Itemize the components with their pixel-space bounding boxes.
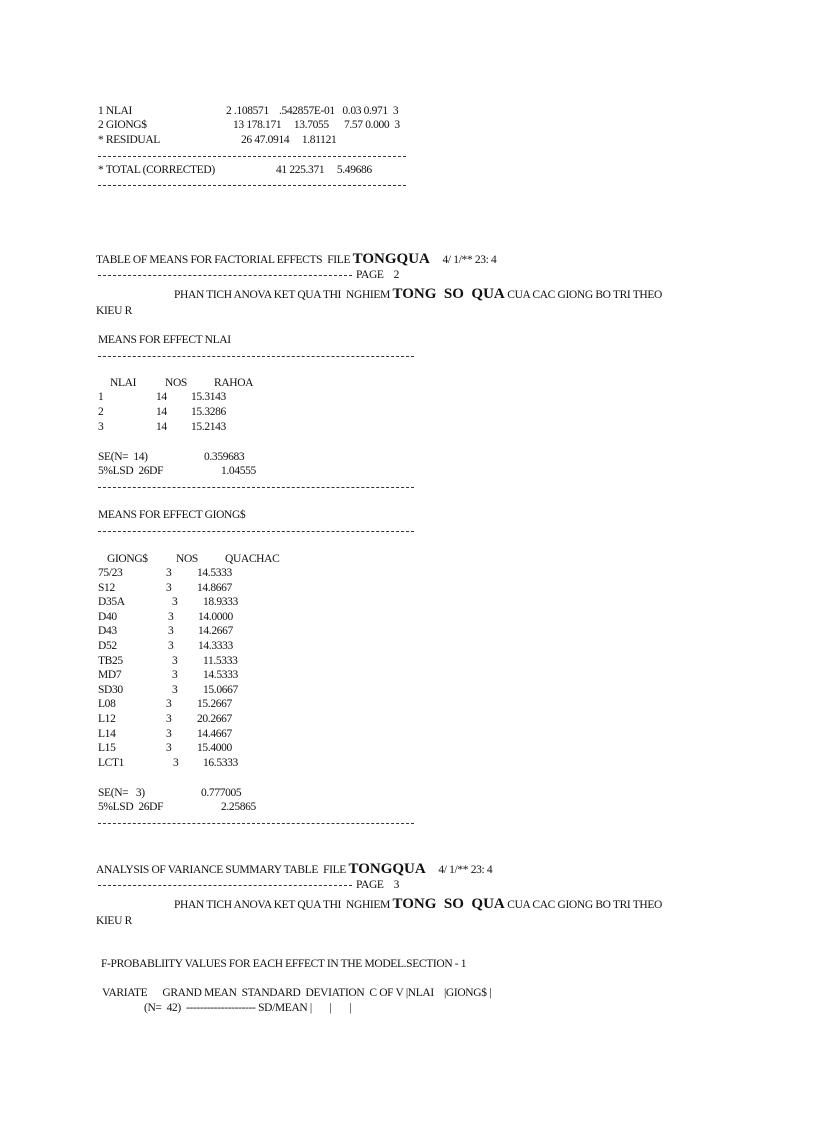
giong-cell-value: 18.9333 — [203, 596, 238, 609]
giong-lsd-label: 5%LSD 26DF — [98, 801, 164, 813]
giong-cell-factor: SD30 — [98, 683, 123, 696]
nlai-cell-value: 15.2143 — [191, 421, 226, 433]
giong-cell-factor: MD7 — [98, 669, 122, 682]
giong-cell-value: 15.0667 — [203, 683, 238, 696]
summary-title-prefix: ANALYSIS OF VARIANCE SUMMARY TABLE FILE — [96, 864, 349, 876]
nlai-lsd-label: 5%LSD 26DF — [98, 465, 164, 477]
means-title — [96, 252, 496, 267]
divider-line — [98, 185, 406, 186]
divider-line — [98, 531, 414, 532]
divider-line — [98, 356, 414, 357]
nlai-cell-factor: 1 — [98, 391, 104, 403]
giong-header-value: QUACHAC — [225, 553, 280, 565]
giong-cell-nos: 3 — [166, 698, 172, 711]
giong-cell-factor: TB25 — [98, 654, 123, 667]
divider-line — [98, 885, 352, 886]
giong-cell-factor: S12 — [98, 581, 115, 594]
giong-cell-value: 11.5333 — [203, 654, 238, 667]
giong-cell-factor: D35A — [98, 596, 125, 609]
means-subtitle-suffix: CUA CAC GIONG BO TRI THEO — [504, 289, 662, 301]
nlai-cell-nos: 14 — [156, 391, 167, 403]
nlai-cell-value: 15.3143 — [191, 391, 226, 403]
giong-cell-value: 15.4000 — [197, 742, 232, 755]
giong-cell-nos: 3 — [166, 713, 172, 725]
giong-cell-nos: 3 — [168, 610, 174, 623]
summary-subtitle-bold: TONG SO QUA — [392, 896, 505, 912]
giong-cell-factor: 75/23 — [98, 567, 123, 579]
nlai-cell-value: 15.3286 — [191, 406, 226, 418]
giong-se-label: SE(N= 3) — [98, 787, 145, 799]
giong-cell-factor: LCT1 — [98, 756, 125, 769]
summary-subtitle — [174, 897, 662, 912]
giong-cell-factor: D40 — [98, 610, 117, 623]
nlai-lsd-value: 1.04555 — [221, 465, 256, 477]
giong-cell-factor: D43 — [98, 625, 117, 638]
giong-cell-nos: 3 — [172, 654, 178, 667]
divider-line — [98, 487, 414, 488]
means-title-prefix: TABLE OF MEANS FOR FACTORIAL EFFECTS FILE — [96, 254, 353, 266]
anova-total-label: * TOTAL (CORRECTED) — [98, 164, 215, 176]
giong-cell-factor: L15 — [98, 742, 116, 755]
divider-line — [98, 275, 352, 276]
nlai-cell-nos: 14 — [156, 421, 167, 433]
giong-cell-value: 14.4667 — [197, 727, 232, 740]
nlai-se-value: 0.359683 — [204, 451, 245, 463]
giong-cell-value: 15.2667 — [197, 698, 232, 711]
means-subtitle-wrap: KIEU R — [96, 305, 132, 317]
giong-cell-nos: 3 — [166, 581, 172, 594]
giong-cell-value: 14.0000 — [198, 610, 233, 623]
anova-row-giong-values: 13 178.171 13.7055 7.57 0.000 3 — [233, 119, 400, 131]
nlai-se-label: SE(N= 14) — [98, 451, 148, 463]
giong-lsd-value: 2.25865 — [221, 801, 256, 813]
giong-se-value: 0.777005 — [201, 787, 242, 799]
giong-cell-value: 14.5333 — [203, 669, 238, 682]
giong-header-nos: NOS — [176, 553, 198, 565]
nlai-header-value: RAHOA — [214, 377, 254, 389]
giong-cell-value: 20.2667 — [197, 713, 232, 725]
giong-header-factor: GIONG$ — [107, 553, 148, 565]
giong-cell-value: 14.3333 — [198, 640, 233, 652]
giong-heading: MEANS FOR EFFECT GIONG$ — [98, 509, 246, 521]
variate-header: VARIATE GRAND MEAN STANDARD DEVIATION C OF V |NLAI |GIONG$ | — [102, 987, 492, 999]
giong-cell-value: 14.5333 — [197, 567, 232, 579]
anova-row-nlai-label: 1 NLAI — [98, 105, 132, 117]
divider-line — [98, 823, 414, 824]
anova-row-nlai-values: 2 .108571 .542857E-01 0.03 0.971 3 — [226, 105, 399, 117]
giong-cell-factor: L12 — [98, 713, 116, 725]
variate-subheader: (N= 42) -------------------- SD/MEAN | | | — [144, 1002, 352, 1014]
nlai-header-nos: NOS — [165, 377, 187, 389]
summary-title-date: 4/ 1/** 23: 4 — [438, 864, 493, 876]
anova-row-residual-label: * RESIDUAL — [98, 134, 160, 146]
giong-cell-value: 14.8667 — [197, 581, 232, 594]
divider-line — [98, 156, 406, 157]
means-page-number: PAGE 2 — [356, 269, 400, 281]
nlai-cell-factor: 2 — [98, 406, 104, 418]
summary-title-file: TONGQUA — [348, 861, 426, 877]
means-subtitle-prefix: PHAN TICH ANOVA KET QUA THI NGHIEM — [174, 289, 393, 301]
giong-cell-nos: 3 — [166, 727, 172, 740]
giong-cell-nos: 3 — [168, 625, 174, 638]
nlai-cell-factor: 3 — [98, 421, 104, 433]
giong-cell-value: 16.5333 — [203, 756, 238, 769]
giong-cell-factor: L14 — [98, 727, 116, 740]
giong-cell-nos: 3 — [173, 756, 179, 769]
giong-cell-nos: 3 — [166, 742, 172, 755]
means-subtitle-bold: TONG SO QUA — [392, 286, 505, 302]
summary-title — [96, 862, 492, 877]
giong-cell-nos: 3 — [172, 683, 178, 696]
giong-cell-nos: 3 — [168, 640, 174, 652]
giong-cell-factor: D52 — [98, 640, 117, 652]
anova-row-residual-values: 26 47.0914 1.81121 — [241, 134, 337, 146]
fprob-line: F-PROBABLIITY VALUES FOR EACH EFFECT IN THE MODEL.SECTION - 1 — [101, 958, 467, 970]
means-title-date: 4/ 1/** 23: 4 — [442, 254, 497, 266]
anova-total-values: 41 225.371 5.49686 — [276, 164, 372, 176]
means-subtitle — [174, 287, 662, 302]
giong-cell-value: 14.2667 — [198, 625, 233, 638]
summary-page-number: PAGE 3 — [356, 879, 400, 891]
anova-row-giong-label: 2 GIONG$ — [98, 119, 147, 131]
means-title-file: TONGQUA — [352, 251, 430, 267]
giong-cell-nos: 3 — [172, 669, 178, 682]
giong-cell-factor: L08 — [98, 698, 116, 711]
nlai-cell-nos: 14 — [156, 406, 167, 418]
summary-subtitle-suffix: CUA CAC GIONG BO TRI THEO — [504, 899, 662, 911]
giong-cell-nos: 3 — [166, 567, 172, 579]
giong-cell-nos: 3 — [172, 596, 178, 609]
nlai-header-factor: NLAI — [110, 377, 137, 389]
summary-subtitle-prefix: PHAN TICH ANOVA KET QUA THI NGHIEM — [174, 899, 393, 911]
summary-subtitle-wrap: KIEU R — [96, 915, 132, 927]
nlai-heading: MEANS FOR EFFECT NLAI — [98, 334, 231, 346]
